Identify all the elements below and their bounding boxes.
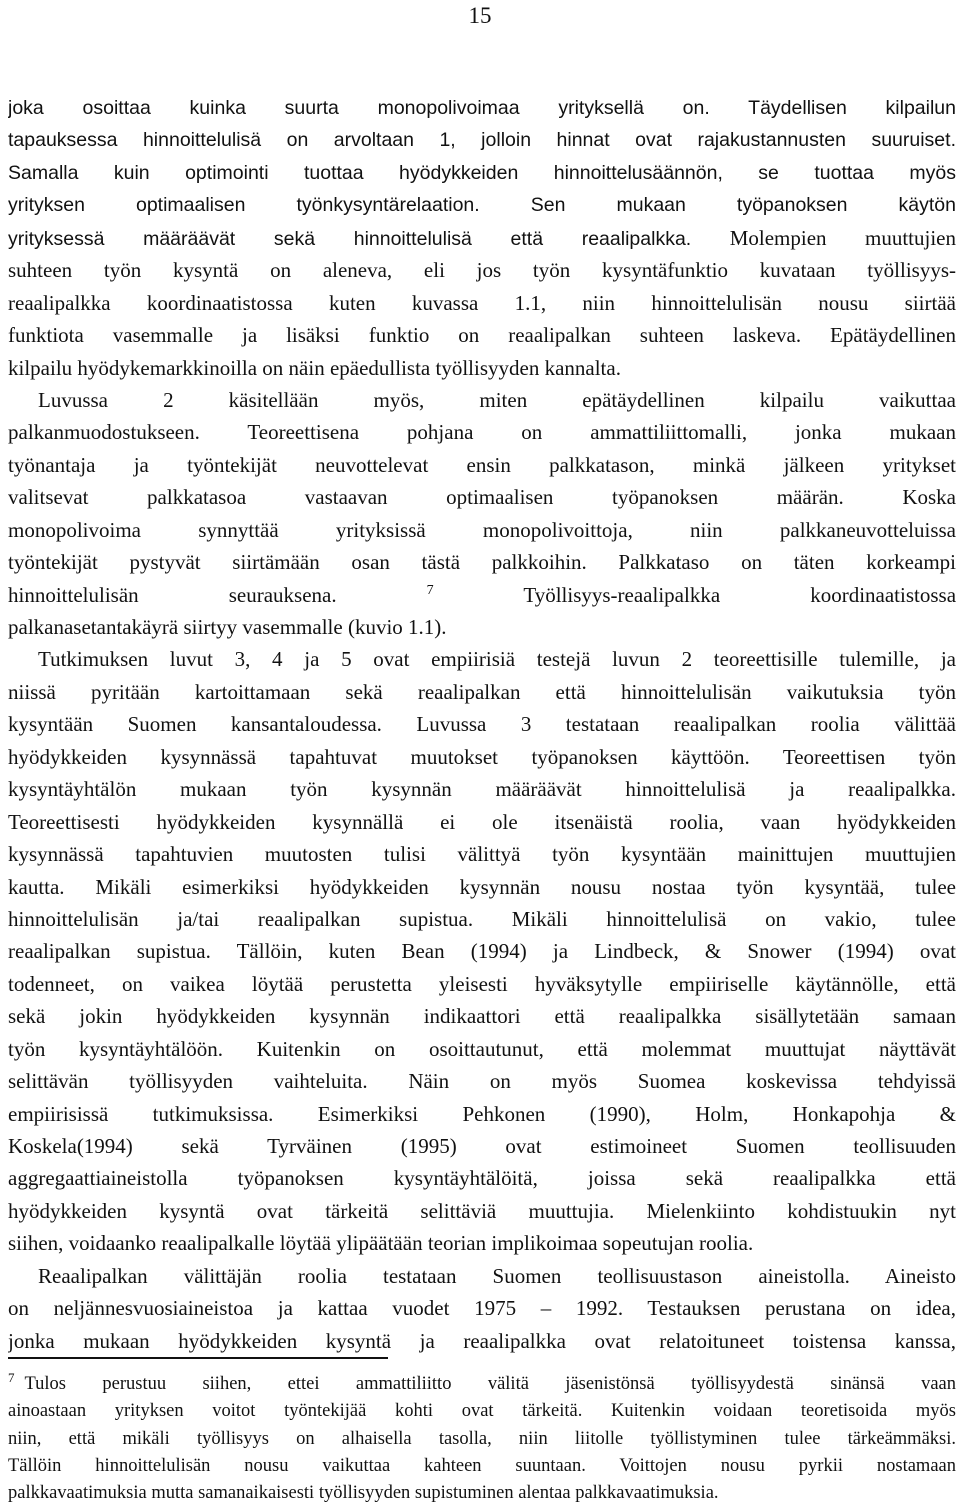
text-line: hyödykkeiden kysyntä ovat tärkeitä selittäviä muuttujia. Mielenkiinto kohdistuukin nyt [8, 1198, 956, 1223]
text-line: reaalipalkan supistua. Tällöin, kuten Bean (1994) ja Lindbeck, & Snower (1994) ovat [8, 939, 956, 964]
text-segment: hinnoittelulisän seurauksena. [8, 582, 337, 607]
text-segment: funktiota vasemmalle ja lisäksi funktio on reaalipalkan suhteen laskeva. [8, 323, 802, 348]
text-line: palkanasetantakäyrä siirtyy vasemmalle (kuvio 1.1). [8, 615, 447, 639]
text-line: monopolivoima synnyttää yrityksissä monopolivoittoja, niin palkkaneuvotteluissa [8, 517, 956, 542]
footnote [8, 1371, 956, 1507]
text-line: työnantaja ja työntekijät neuvottelevat ensin palkkatason, minkä jälkeen yritykset [8, 452, 956, 477]
text-line: valitsevat palkkatasoa vastaavan optimaalisen työpanoksen määrän. Koska [8, 485, 956, 510]
text-line: sekä jokin hyödykkeiden kysynnän indikaattori että reaalipalkka sisällytetään samaan [8, 1004, 956, 1029]
text-line: niissä pyritään kartoittamaan sekä reaalipalkan että hinnoittelulisän vaikutuksia työn [8, 679, 956, 704]
text-line: kysyntään Suomen kansantaloudessa. Luvussa 3 testataan reaalipalkan roolia välittää [8, 712, 956, 737]
text-line: Teoreettisesti hyödykkeiden kysynnällä ei ole itsenäistä roolia, vaan hyödykkeiden [8, 809, 956, 834]
text-segment: yrityksessä määräävät sekä hinnoittelulisä että reaalipalkka. [8, 227, 692, 250]
text-segment: palkanmuodostukseen. [8, 420, 200, 445]
footnote-line: Tällöin hinnoittelulisän nousu vaikuttaa kahteen suuntaan. Voittojen nousu pyrkii nostamaan [8, 1455, 956, 1476]
text-line: hinnoittelulisän ja/tai reaalipalkan supistua. Mikäli hinnoittelulisä on vakio, tulee [8, 906, 956, 931]
text-segment: Molempien muuttujien [729, 225, 956, 250]
footnote-line: niin, että mikäli työllisyys on alhaisella tasolla, niin liitolle työllistyminen tulee tärkeämmäksi. [8, 1428, 956, 1449]
footnote-marker: 7 [8, 1371, 15, 1385]
text-line [8, 416, 956, 448]
footnote-line: palkkavaatimuksia mutta samanaikaisesti työllisyyden supistuminen alentaa palkkavaatimuksia. [8, 1483, 719, 1504]
text-line: selittävän työllisyyden vaihteluita. Näin on myös Suomea koskevissa tehdyissä [8, 1069, 956, 1094]
text-line: aggregaattiaineistolla työpanoksen kysyntäyhtälöitä, joissa sekä reaalipalkka että [8, 1166, 956, 1191]
text-line [8, 222, 956, 254]
body-text [8, 92, 956, 1357]
text-line: kysyntäyhtälön mukaan työn kysynnän määräävät hinnoittelulisä ja reaalipalkka. [8, 777, 956, 802]
text-line: todenneet, on vaikea löytää perustetta yleisesti hyväksytylle empiiriselle käytännölle, että [8, 971, 956, 996]
text-line: suhteen työn kysyntä on aleneva, eli jos työn kysyntäfunktio kuvataan työllisyys- [8, 258, 956, 283]
text-line: Tutkimuksen luvut 3, 4 ja 5 ovat empiirisiä testejä luvun 2 teoreettisille tulemille, ja [38, 647, 956, 672]
text-segment: Teoreettisena pohjana on ammattiliittomalli, jonka mukaan [247, 420, 956, 445]
text-line: joka osoittaa kuinka suurta monopolivoimaa yrityksellä on. Täydellisen kilpailun [8, 97, 956, 119]
text-line: Reaalipalkan välittäjän roolia testataan Suomen teollisuustason aineistolla. Aineisto [38, 1263, 956, 1288]
text-line: jonka mukaan hyödykkeiden kysyntä ja reaalipalkka ovat relatoituneet toistensa kanssa, [8, 1328, 956, 1353]
text-line: reaalipalkka koordinaatistossa kuten kuvassa 1.1, niin hinnoittelulisän nousu siirtää [8, 290, 956, 315]
text-line: Samalla kuin optimointi tuottaa hyödykkeiden hinnoittelusäännön, se tuottaa myös [8, 161, 956, 184]
text-line: kysynnässä tapahtuvien muutosten tulisi välittyä työn kysyntään mainittujen muuttujien [8, 842, 956, 867]
text-line: yrityksen optimaalisen työnkysyntärelaation. Sen mukaan työpanoksen käytön [8, 194, 956, 217]
text-line: tapauksessa hinnoittelulisä on arvoltaan 1, jolloin hinnat ovat rajakustannusten suuruiset. [8, 129, 956, 152]
text-line: työntekijät pystyvät siirtämään osan tästä palkkoihin. Palkkataso on täten korkeampi [8, 550, 956, 575]
text-line: siihen, voidaanko reaalipalkalle löytää ylipäätään teorian implikoimaa sopeutujan roolia. [8, 1231, 754, 1256]
footnote-line [8, 1371, 956, 1398]
text-line [8, 579, 956, 611]
text-line: Koskela(1994) sekä Tyrväinen (1995) ovat estimoineet Suomen teollisuuden [8, 1134, 956, 1158]
text-line: hyödykkeiden kysynnässä tapahtuvat muutokset työpanoksen käyttöön. Teoreettisen työn [8, 744, 956, 769]
text-line: on neljännesvuosiaineistoa ja kattaa vuodet 1975 – 1992. Testauksen perustana on idea, [8, 1296, 956, 1321]
text-line [8, 319, 956, 351]
text-line: työn kysyntäyhtälöön. Kuitenkin on osoittautunut, että molemmat muuttujat näyttävät [8, 1036, 956, 1061]
text-line: Luvussa 2 käsitellään myös, miten epätäydellinen kilpailu vaikuttaa [38, 387, 956, 412]
text-line: kautta. Mikäli esimerkiksi hyödykkeiden kysynnän nousu nostaa työn kysyntää, tulee [8, 874, 956, 899]
footnote-divider [8, 1357, 388, 1359]
page-number: 15 [468, 3, 492, 28]
footnote-line: ainoastaan yrityksen voitot työntekijää kohti ovat tärkeitä. Kuitenkin voidaan teoretisoida myös [8, 1401, 956, 1422]
text-segment: Työllisyys-reaalipalkka koordinaatistossa [523, 582, 956, 607]
text-line: empiirisissä tutkimuksissa. Esimerkiksi Pehkonen (1990), Holm, Honkapohja & [8, 1101, 956, 1126]
text-segment: Epätäydellinen [830, 323, 956, 348]
text-line: kilpailu hyödykemarkkinoilla on näin epäedullista työllisyyden kannalta. [8, 355, 621, 380]
footnote-reference: 7 [426, 582, 434, 598]
footnote-text: Tulos perustuu siihen, ettei ammattiliitto välitä jäsenistönsä työllisyydestä sinänsä vaan [24, 1374, 956, 1394]
